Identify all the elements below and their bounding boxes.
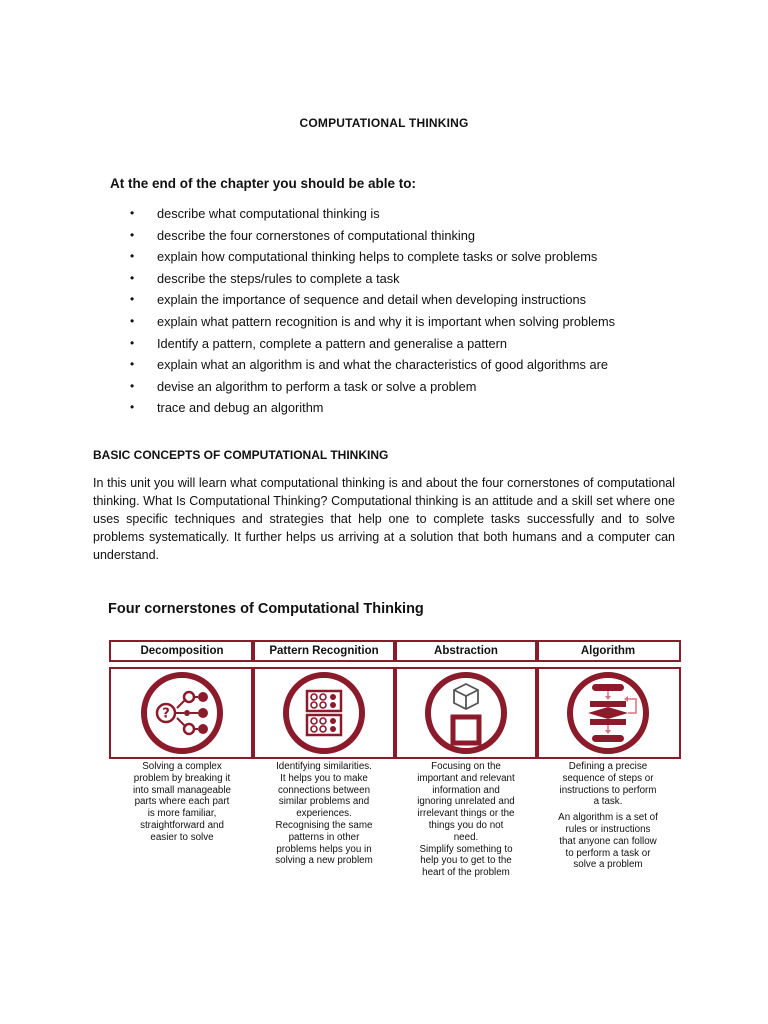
objective-item: • explain what an algorithm is and what the characteristics of good algorithms are [130, 354, 615, 376]
bullet: • [130, 400, 135, 415]
card-description: Defining a precise sequence of steps or instructions to perform a task. An algorithm is a set of rules or instructions that anyone can follow to perform a task or solve a problem [558, 761, 658, 871]
objective-item: • explain how computational thinking helps to complete tasks or solve problems [130, 246, 615, 268]
page-title: COMPUTATIONAL THINKING [299, 116, 469, 130]
card-decomposition [109, 640, 255, 844]
bullet: • [130, 357, 135, 372]
svg-text:?: ? [162, 706, 170, 722]
objective-item: • describe the four cornerstones of computational thinking [130, 225, 615, 247]
card-label: Pattern Recognition [251, 640, 397, 662]
pattern-recognition-icon [251, 667, 397, 759]
objective-item: • describe the steps/rules to complete a task [130, 268, 615, 290]
decomposition-icon [109, 667, 255, 759]
bullet: • [130, 378, 135, 393]
abstraction-icon [393, 667, 539, 759]
bullet: • [130, 313, 135, 328]
objectives-list [130, 203, 615, 419]
objective-item: • explain the importance of sequence and detail when developing instructions [130, 289, 615, 311]
objective-item: • devise an algorithm to perform a task or solve a problem [130, 376, 615, 398]
bullet: • [130, 292, 135, 307]
card-algorithm [535, 640, 681, 871]
bullet: • [130, 270, 135, 285]
objective-item: • trace and debug an algorithm [130, 397, 615, 419]
card-description: Solving a complex problem by breaking it into small manageable parts where each part is more familiar, straightforward and easier to solve [132, 761, 232, 843]
card-description: Focusing on the important and relevant information and ignoring unrelated and irrelevant things or the things you do not need. Simplify something to help you to get to the heart of the problem [417, 761, 515, 879]
card-label: Decomposition [109, 640, 255, 662]
card-description: Identifying similarities. It helps you to make connections between similar problems and experiences. Recognising the same patterns in other problems helps you in solving a new problem [275, 761, 373, 867]
objective-item: • Identify a pattern, complete a pattern and generalise a pattern [130, 333, 615, 355]
section-body: In this unit you will learn what computational thinking is and about the four cornerstones of computational thinking. What Is Computational Thinking? Computational thinking is an attitude and a skill set where one uses specific techniques and strategies that help one to complete tasks successfully and to solve problems systematically. It further helps us arriving at a solution that both humans and a computer can understand. [93, 476, 675, 562]
figure-title: Four cornerstones of Computational Thinking [108, 601, 424, 617]
bullet: • [130, 227, 135, 242]
card-abstraction [393, 640, 539, 879]
card-pattern-recognition [251, 640, 397, 867]
card-label: Algorithm [535, 640, 681, 662]
bullet: • [130, 249, 135, 264]
objectives-heading: At the end of the chapter you should be able to: [110, 176, 417, 191]
algorithm-icon [535, 667, 681, 759]
objective-item: • explain what pattern recognition is and why it is important when solving problems [130, 311, 615, 333]
section-heading: BASIC CONCEPTS OF COMPUTATIONAL THINKING [93, 448, 389, 462]
bullet: • [130, 335, 135, 350]
objective-item: • describe what computational thinking is [130, 203, 615, 225]
bullet: • [130, 206, 135, 220]
card-label: Abstraction [393, 640, 539, 662]
